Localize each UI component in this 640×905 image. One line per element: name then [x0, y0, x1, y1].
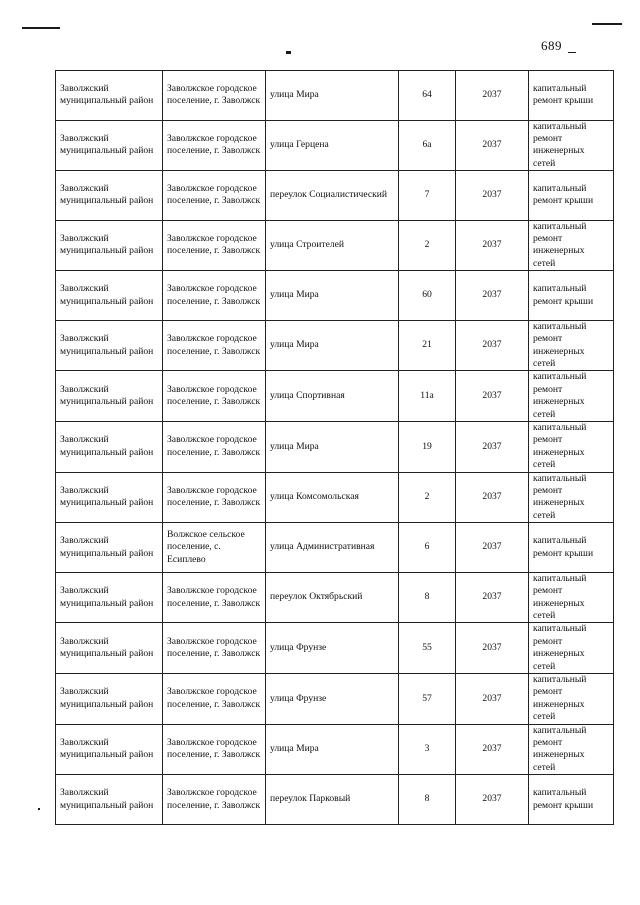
street-cell: переулок Парковый — [266, 775, 399, 825]
scan-mark-left-edge — [38, 808, 40, 810]
table-row — [56, 674, 614, 725]
page-number: 689 — [541, 38, 562, 53]
housing-repair-table — [55, 70, 614, 825]
year-cell: 2037 — [456, 120, 529, 171]
street-cell: улица Спортивная — [266, 371, 399, 422]
table-row — [56, 71, 614, 121]
district-cell: Заволжский муниципальный район — [56, 523, 163, 573]
table-row — [56, 775, 614, 825]
district-cell: Заволжский муниципальный район — [56, 371, 163, 422]
street-cell: улица Мира — [266, 71, 399, 121]
work-type-cell: капитальный ремонт инженерных сетей — [529, 120, 614, 171]
year-cell: 2037 — [456, 71, 529, 121]
settlement-cell: Заволжское городское поселение, г. Заволжск — [163, 271, 266, 321]
house-number-cell: 21 — [399, 320, 456, 371]
house-number-cell: 55 — [399, 623, 456, 674]
district-cell: Заволжский муниципальный район — [56, 674, 163, 725]
house-number-cell: 8 — [399, 572, 456, 623]
street-cell: улица Фрунзе — [266, 674, 399, 725]
scan-mark-page-dash — [568, 52, 576, 53]
year-cell: 2037 — [456, 623, 529, 674]
street-cell: улица Административная — [266, 523, 399, 573]
district-cell: Заволжский муниципальный район — [56, 422, 163, 473]
settlement-cell: Заволжское городское поселение, г. Заволжск — [163, 220, 266, 271]
work-type-cell: капитальный ремонт крыши — [529, 71, 614, 121]
district-cell: Заволжский муниципальный район — [56, 572, 163, 623]
district-cell: Заволжский муниципальный район — [56, 320, 163, 371]
work-type-cell: капитальный ремонт инженерных сетей — [529, 572, 614, 623]
settlement-cell: Заволжское городское поселение, г. Заволжск — [163, 71, 266, 121]
house-number-cell: 7 — [399, 171, 456, 221]
year-cell: 2037 — [456, 775, 529, 825]
table-row — [56, 271, 614, 321]
table-row — [56, 572, 614, 623]
year-cell: 2037 — [456, 371, 529, 422]
year-cell: 2037 — [456, 220, 529, 271]
table-row — [56, 422, 614, 473]
street-cell: улица Фрунзе — [266, 623, 399, 674]
street-cell: улица Герцена — [266, 120, 399, 171]
work-type-cell: капитальный ремонт крыши — [529, 171, 614, 221]
district-cell: Заволжский муниципальный район — [56, 271, 163, 321]
house-number-cell: 60 — [399, 271, 456, 321]
house-number-cell: 64 — [399, 71, 456, 121]
work-type-cell: капитальный ремонт инженерных сетей — [529, 724, 614, 775]
settlement-cell: Заволжское городское поселение, г. Заволжск — [163, 320, 266, 371]
district-cell: Заволжский муниципальный район — [56, 623, 163, 674]
year-cell: 2037 — [456, 674, 529, 725]
settlement-cell: Волжское сельское поселение, с. Есиплево — [163, 523, 266, 573]
settlement-cell: Заволжское городское поселение, г. Заволжск — [163, 623, 266, 674]
district-cell: Заволжский муниципальный район — [56, 775, 163, 825]
settlement-cell: Заволжское городское поселение, г. Заволжск — [163, 472, 266, 523]
street-cell: улица Мира — [266, 271, 399, 321]
year-cell: 2037 — [456, 171, 529, 221]
year-cell: 2037 — [456, 472, 529, 523]
house-number-cell: 19 — [399, 422, 456, 473]
district-cell: Заволжский муниципальный район — [56, 724, 163, 775]
street-cell: переулок Октябрьский — [266, 572, 399, 623]
house-number-cell: 2 — [399, 220, 456, 271]
table-row — [56, 623, 614, 674]
scan-mark-top-left — [22, 27, 60, 29]
table-row — [56, 724, 614, 775]
scan-mark-top-center — [286, 51, 291, 54]
table-row — [56, 220, 614, 271]
street-cell: улица Строителей — [266, 220, 399, 271]
street-cell: переулок Социалистический — [266, 171, 399, 221]
street-cell: улица Мира — [266, 724, 399, 775]
settlement-cell: Заволжское городское поселение, г. Заволжск — [163, 674, 266, 725]
house-number-cell: 11а — [399, 371, 456, 422]
house-number-cell: 3 — [399, 724, 456, 775]
settlement-cell: Заволжское городское поселение, г. Заволжск — [163, 724, 266, 775]
work-type-cell: капитальный ремонт инженерных сетей — [529, 220, 614, 271]
table-row — [56, 371, 614, 422]
settlement-cell: Заволжское городское поселение, г. Заволжск — [163, 171, 266, 221]
settlement-cell: Заволжское городское поселение, г. Заволжск — [163, 775, 266, 825]
house-number-cell: 2 — [399, 472, 456, 523]
work-type-cell: капитальный ремонт инженерных сетей — [529, 472, 614, 523]
settlement-cell: Заволжское городское поселение, г. Заволжск — [163, 422, 266, 473]
district-cell: Заволжский муниципальный район — [56, 220, 163, 271]
street-cell: улица Мира — [266, 320, 399, 371]
year-cell: 2037 — [456, 271, 529, 321]
year-cell: 2037 — [456, 572, 529, 623]
table-row — [56, 523, 614, 573]
district-cell: Заволжский муниципальный район — [56, 71, 163, 121]
work-type-cell: капитальный ремонт инженерных сетей — [529, 674, 614, 725]
year-cell: 2037 — [456, 523, 529, 573]
street-cell: улица Комсомольская — [266, 472, 399, 523]
work-type-cell: капитальный ремонт инженерных сетей — [529, 371, 614, 422]
district-cell: Заволжский муниципальный район — [56, 120, 163, 171]
year-cell: 2037 — [456, 422, 529, 473]
table-row — [56, 472, 614, 523]
house-number-cell: 6 — [399, 523, 456, 573]
work-type-cell: капитальный ремонт крыши — [529, 523, 614, 573]
work-type-cell: капитальный ремонт крыши — [529, 775, 614, 825]
street-cell: улица Мира — [266, 422, 399, 473]
house-number-cell: 57 — [399, 674, 456, 725]
house-number-cell: 8 — [399, 775, 456, 825]
table-row — [56, 120, 614, 171]
work-type-cell: капитальный ремонт инженерных сетей — [529, 320, 614, 371]
house-number-cell: 6а — [399, 120, 456, 171]
year-cell: 2037 — [456, 320, 529, 371]
table-row — [56, 320, 614, 371]
year-cell: 2037 — [456, 724, 529, 775]
district-cell: Заволжский муниципальный район — [56, 472, 163, 523]
table-row — [56, 171, 614, 221]
work-type-cell: капитальный ремонт инженерных сетей — [529, 422, 614, 473]
settlement-cell: Заволжское городское поселение, г. Заволжск — [163, 572, 266, 623]
district-cell: Заволжский муниципальный район — [56, 171, 163, 221]
table-body — [56, 71, 614, 825]
work-type-cell: капитальный ремонт крыши — [529, 271, 614, 321]
settlement-cell: Заволжское городское поселение, г. Заволжск — [163, 120, 266, 171]
scan-mark-top-right — [592, 23, 622, 25]
work-type-cell: капитальный ремонт инженерных сетей — [529, 623, 614, 674]
settlement-cell: Заволжское городское поселение, г. Заволжск — [163, 371, 266, 422]
